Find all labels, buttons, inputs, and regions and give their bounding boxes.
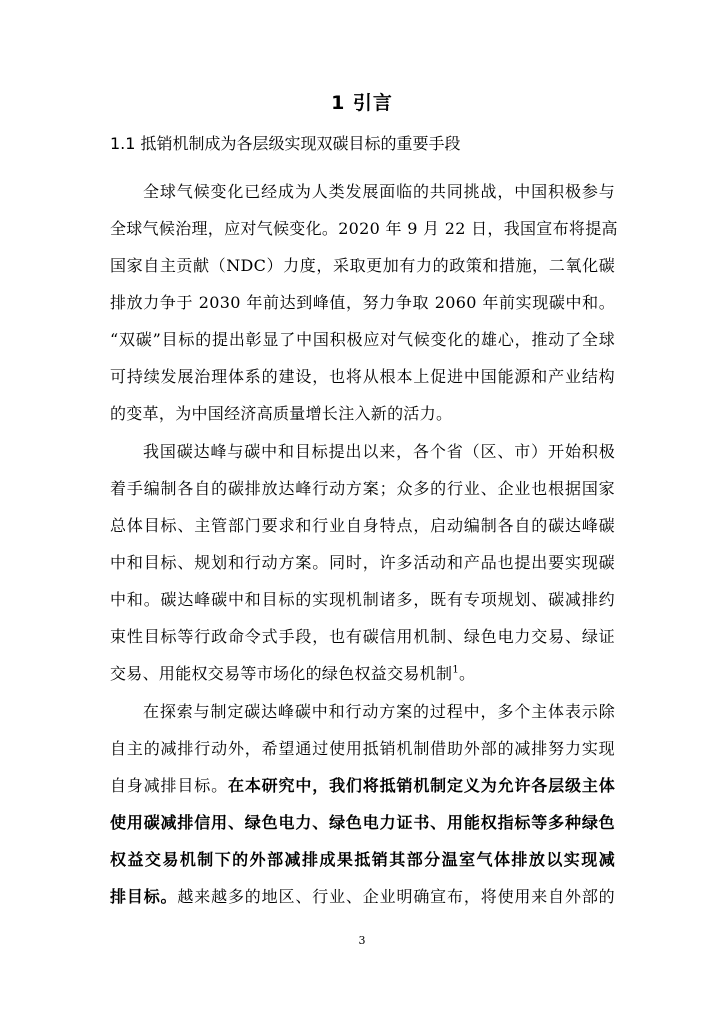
paragraph-line: 我国碳达峰与碳中和目标提出以来，各个省（区、市）开始积极 — [143, 442, 615, 461]
paragraph-line: 中和目标、规划和行动方案。同时，许多活动和产品也提出要实现碳 — [110, 553, 615, 572]
bold-definition-line: 权益交易机制下的外部减排成果抵销其部分温室气体排放以实现减 — [110, 850, 615, 869]
line-text: 越来越多的地区、行业、企业明确宣布，将使用来自外部的 — [177, 887, 615, 906]
footnote-reference[interactable]: 1 — [452, 664, 459, 676]
paragraph-line: 全球气候变化已经成为人类发展面临的共同挑战，中国积极参与 — [143, 182, 615, 201]
line-text: 自身减排目标。 — [110, 776, 228, 795]
paragraph-line: 排放力争于 2030 年前达到峰值，努力争取 2060 年前实现碳中和。 — [110, 293, 615, 312]
section-heading: 1.1 抵销机制成为各层级实现双碳目标的重要手段 — [110, 134, 461, 153]
paragraph-line: 全球气候治理，应对气候变化。2020 年 9 月 22 日，我国宣布将提高 — [110, 219, 618, 238]
line-text: 交易、用能权交易等市场化的绿色权益交易机制 — [110, 664, 453, 683]
paragraph-line: 着手编制各自的碳排放达峰行动方案；众多的行业、企业也根据国家 — [110, 479, 615, 498]
page-number: 3 — [358, 934, 366, 947]
paragraph-line: 国家自主贡献（NDC）力度，采取更加有力的政策和措施，二氧化碳 — [110, 256, 615, 275]
paragraph-line: 的变革，为中国经济高质量增长注入新的活力。 — [110, 404, 453, 423]
paragraph-line — [110, 774, 615, 798]
paragraph-line — [110, 885, 615, 909]
bold-definition-text: 排目标。 — [110, 887, 178, 906]
line-punctuation: 。 — [458, 664, 476, 683]
chapter-title: 1 引言 — [331, 92, 393, 114]
paragraph-line: 束性目标等行政命令式手段，也有碳信用机制、绿色电力交易、绿证 — [110, 627, 615, 646]
paragraph-line: 自主的减排行动外，希望通过使用抵销机制借助外部的减排努力实现 — [110, 739, 615, 758]
paragraph-line: 在探索与制定碳达峰碳中和行动方案的过程中，多个主体表示除 — [143, 702, 615, 721]
paragraph-line — [110, 662, 615, 686]
paragraph-line: “双碳”目标的提出彰显了中国积极应对气候变化的雄心，推动了全球 — [110, 330, 615, 349]
paragraph-line: 可持续发展治理体系的建设，也将从根本上促进中国能源和产业结构 — [110, 367, 615, 386]
bold-definition-text: 在本研究中，我们将抵销机制定义为允许各层级主体 — [227, 776, 615, 795]
paragraph-line: 总体目标、主管部门要求和行业自身特点，启动编制各自的碳达峰碳 — [110, 516, 615, 535]
paragraph-line: 中和。碳达峰碳中和目标的实现机制诸多，既有专项规划、碳减排约 — [110, 590, 615, 609]
bold-definition-line: 使用碳减排信用、绿色电力、绿色电力证书、用能权指标等多种绿色 — [110, 813, 615, 832]
